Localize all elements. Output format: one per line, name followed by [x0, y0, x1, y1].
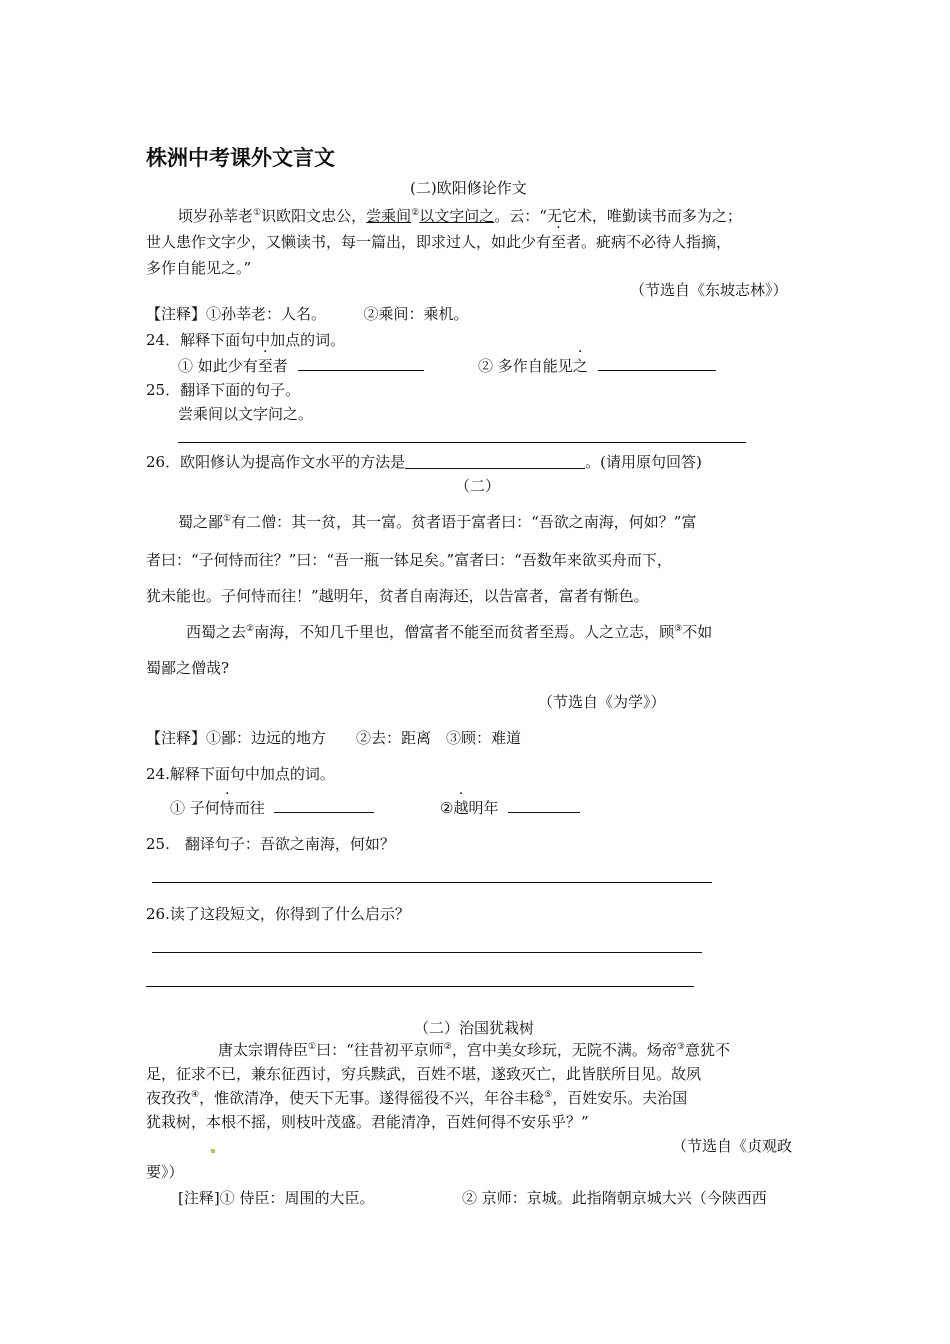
section2-source: （节选自《为学》） [538, 693, 666, 711]
section1-line3: 多作自能见之。” [146, 259, 252, 277]
section1-q24b: ② 多作自能见之 [478, 357, 588, 375]
section1-q24: 24．解释下面句中加点的词。 [146, 331, 346, 349]
section1-notes: 【注释】①孙莘老：人名。 ②乘间：乘机。 [146, 305, 469, 323]
section2-heading: （二） [455, 477, 501, 495]
section2-q26: 26.读了这段短文，你得到了什么启示？ [146, 905, 410, 923]
section3-heading: （二）治国犹栽树 [414, 1019, 535, 1037]
section1-heading: (二)欧阳修论作文 [410, 179, 527, 197]
answer-line-s2-q26b[interactable] [146, 986, 694, 987]
answer-blank-s2-q24a[interactable] [274, 798, 374, 813]
section3-notes-b: ② 京师：京城。此指隋朝京城大兴（今陕西西 [462, 1189, 767, 1207]
section2-q24b: ②越明年 [440, 799, 499, 817]
section1-line1: 顷岁孙莘老①识欧阳文忠公，尝乘间②以文字问之。云：“无它术，唯勤读书而多为之； [178, 207, 742, 225]
answer-line-s2-q26a[interactable] [152, 952, 702, 953]
section3-source-line1: （节选自《贞观政 [672, 1137, 793, 1155]
section1-q25-sentence: 尝乘间以文字问之。 [178, 405, 314, 423]
section1-q25: 25．翻译下面的句子。 [146, 381, 301, 399]
section2-line2: 者曰：“子何恃而往？”曰：“吾一瓶一钵足矣。”富者曰：“吾数年来欲买舟而下， [146, 551, 672, 569]
section3-line3: 夜孜孜④，惟欲清净，使天下无事。遂得徭役不兴，年谷丰稔⑤，百姓安乐。夫治国 [146, 1089, 688, 1107]
answer-line-s2-q25[interactable] [152, 882, 712, 883]
section1-q24a: ① 如此少有至者 [178, 357, 288, 375]
section3-line2: 足，征求不已，兼东征西讨，穷兵黩武，百姓不堪，遂致灭亡，此皆朕所目见。故夙 [146, 1065, 702, 1083]
section3-notes-a: [注释]① 侍臣：周围的大臣。 [178, 1189, 375, 1207]
section3-line4: 犹栽树，本根不摇，则枝叶茂盛。君能清净，百姓何得不安乐乎？” [146, 1113, 589, 1131]
section1-source: （节选自《东坡志林》） [630, 281, 788, 299]
page-title: 株洲中考课外文言文 [146, 146, 335, 170]
section1-q26: 26．欧阳修认为提高作文水平的方法是 。(请用原句回答) [146, 453, 702, 471]
section2-line1: 蜀之鄙①有二僧：其一贫，其一富。贫者语于富者曰：“吾欲之南海，何如？”富 [178, 513, 697, 531]
section1-line2: 世人患作文字少，又懒读书，每一篇出，即求过人，如此少有至者。疵病不必待人指摘， [146, 233, 732, 251]
section2-q25: 25. 翻译句子：吾欲之南海，何如？ [146, 835, 395, 853]
section3-line1: 唐太宗谓侍臣①曰：“往昔初平京师②，宫中美女珍玩，无院不满。炀帝③意犹不 [218, 1041, 730, 1059]
answer-blank-q24a[interactable] [298, 356, 424, 371]
answer-blank-s2-q24b[interactable] [508, 798, 580, 813]
scan-mark [211, 1149, 215, 1153]
answer-blank-q26[interactable] [405, 454, 585, 469]
section2-line5: 蜀鄙之僧哉? [146, 659, 230, 677]
answer-blank-q24b[interactable] [598, 356, 716, 371]
section2-q24a: ① 子何恃而往 [170, 799, 265, 817]
section3-source-line2: 要》） [146, 1163, 184, 1181]
answer-line-q25[interactable] [178, 442, 746, 443]
section2-line4: 西蜀之去②南海，不知几千里也，僧富者不能至而贫者至焉。人之立志，顾③不如 [186, 623, 713, 641]
section2-q24: 24.解释下面句中加点的词。 [146, 765, 335, 783]
section2-line3: 犹未能也。子何恃而往！”越明年，贫者自南海还，以告富者，富者有惭色。 [146, 587, 649, 605]
section2-notes: 【注释】①鄙：边远的地方 ②去：距离 ③顾：难道 [146, 729, 522, 747]
